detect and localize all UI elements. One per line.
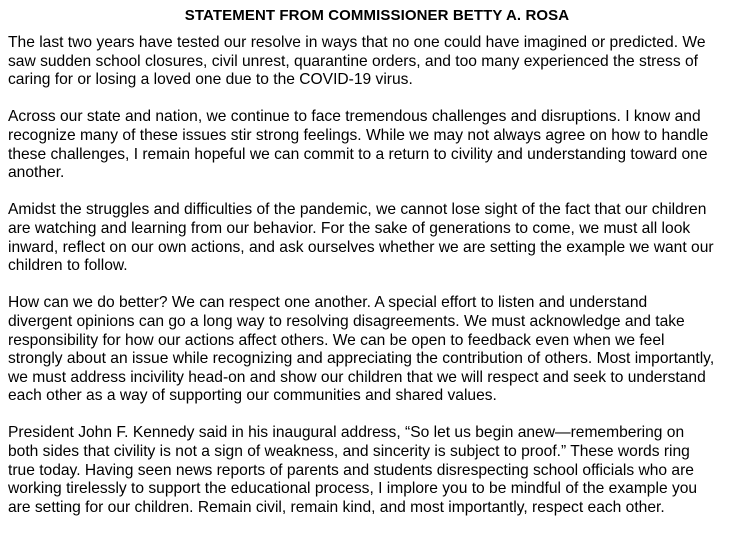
- paragraph-5: [8, 424, 746, 517]
- paragraph-line: caring for or losing a loved one due to the COVID-19 virus.: [8, 71, 413, 89]
- paragraph-4: [8, 294, 746, 406]
- paragraph-line: divergent opinions can go a long way to resolving disagreements. We must acknowledge and take: [8, 312, 685, 330]
- paragraph-line: each other as a way of supporting our communities and shared values.: [8, 387, 497, 405]
- paragraph-line: we must address incivility head-on and show our children that we will respect and seek to understand: [8, 368, 706, 386]
- paragraph-line: children to follow.: [8, 257, 128, 275]
- paragraph-line: working tirelessly to support the educational process, I implore you to be mindful of the example you: [8, 480, 698, 498]
- paragraph-line: recognize many of these issues stir strong feelings. While we may not always agree on how to handle: [8, 126, 709, 144]
- paragraph-line: are setting for our children. Remain civil, remain kind, and most importantly, respect each other.: [8, 498, 665, 516]
- paragraph-line: Amidst the struggles and difficulties of the pandemic, we cannot lose sight of the fact that our children: [8, 201, 707, 219]
- paragraph-line: responsibility for how our actions affect others. We can be open to feedback even when we feel: [8, 331, 665, 349]
- document-title: STATEMENT FROM COMMISSIONER BETTY A. ROSA: [184, 7, 570, 24]
- paragraph-3: [8, 201, 746, 275]
- paragraph-line: true today. Having seen news reports of parents and students disrespecting school officials who are: [8, 461, 694, 479]
- paragraph-line: another.: [8, 164, 65, 182]
- paragraph-line: these challenges, I remain hopeful we can commit to a return to civility and understanding toward one: [8, 145, 708, 163]
- paragraph-line: saw sudden school closures, civil unrest, quarantine orders, and too many experienced the stress of: [8, 52, 698, 70]
- statement-document: [8, 4, 746, 536]
- paragraph-line: are watching and learning from our behavior. For the sake of generations to come, we must all look: [8, 219, 691, 237]
- paragraph-line: both sides that civility is not a sign of weakness, and sincerity is subject to proof.” These words ring: [8, 443, 690, 461]
- paragraph-line: inward, reflect on our own actions, and ask ourselves whether we are setting the example we want our: [8, 238, 714, 256]
- paragraph-line: strongly about an issue while recognizing and appreciating the contribution of others. Most importantly,: [8, 350, 715, 368]
- paragraph-line: How can we do better? We can respect one another. A special effort to listen and understand: [8, 294, 648, 312]
- paragraph-line: The last two years have tested our resolve in ways that no one could have imagined or predicted. We: [8, 34, 706, 51]
- paragraph-2: [8, 108, 746, 182]
- paragraph-1: [8, 34, 746, 90]
- paragraph-line: President John F. Kennedy said in his inaugural address, “So let us begin anew—remembering on: [8, 424, 685, 442]
- paragraph-line: Across our state and nation, we continue to face tremendous challenges and disruptions. I know and: [8, 108, 701, 126]
